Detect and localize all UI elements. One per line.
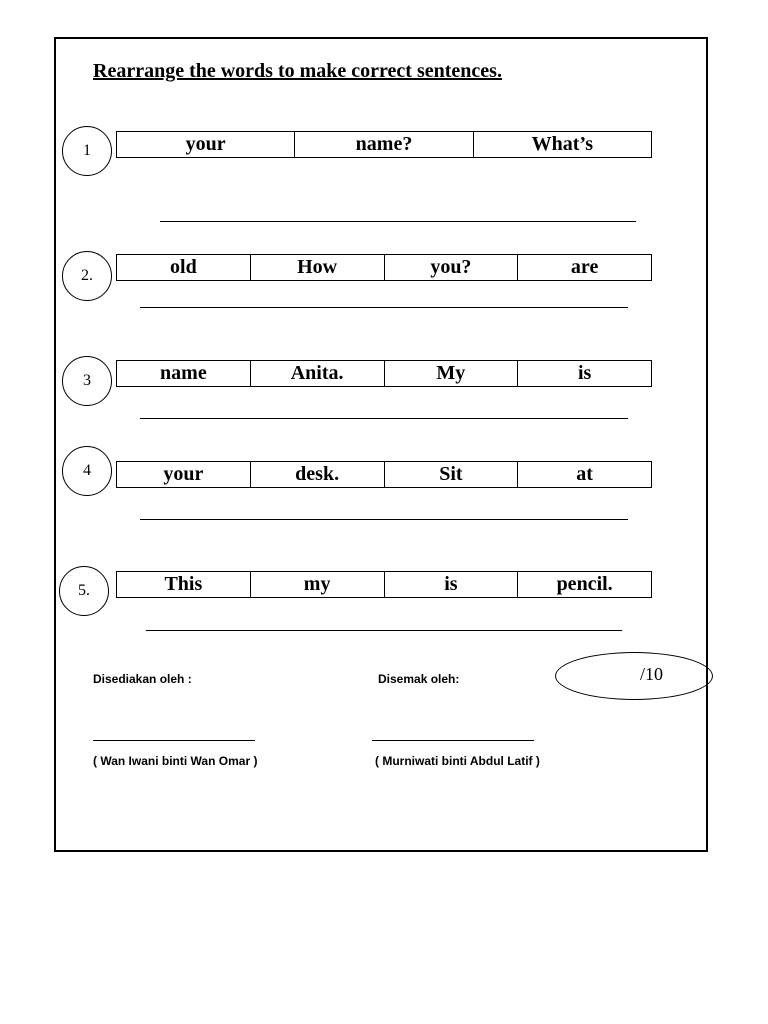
word-card[interactable]: your (185, 133, 226, 155)
score-total: /10 (640, 664, 664, 684)
word-card[interactable]: My (384, 361, 518, 386)
worksheet-border (54, 37, 708, 852)
checked-by-label: Disemak oleh: (378, 672, 460, 686)
word-card[interactable]: Sit (384, 462, 518, 487)
word-card[interactable]: my (250, 572, 384, 597)
word-card[interactable]: are (517, 255, 651, 280)
word-card[interactable]: What’s (473, 132, 651, 157)
word-card[interactable]: pencil. (517, 572, 651, 597)
answer-line-1[interactable] (160, 221, 636, 222)
word-row-1 (116, 131, 652, 158)
preparer-signature-line (93, 740, 255, 741)
word-card[interactable]: name (160, 362, 207, 384)
answer-line-4[interactable] (140, 519, 628, 520)
checker-name: ( Murniwati binti Abdul Latif ) (375, 754, 540, 768)
question-number-2: 2. (62, 251, 112, 301)
word-card[interactable]: at (517, 462, 651, 487)
prepared-by-label: Disediakan oleh : (93, 672, 192, 686)
worksheet-title: Rearrange the words to make correct sentences. (93, 60, 502, 82)
word-card[interactable]: your (163, 463, 204, 485)
preparer-name: ( Wan Iwani binti Wan Omar ) (93, 754, 258, 768)
word-card[interactable]: This (164, 573, 203, 595)
word-card[interactable]: is (384, 572, 518, 597)
score-oval (555, 652, 713, 700)
question-number-3: 3 (62, 356, 112, 406)
word-row-4 (116, 461, 652, 488)
word-row-5 (116, 571, 652, 598)
answer-line-2[interactable] (140, 307, 628, 308)
word-card[interactable]: name? (294, 132, 472, 157)
answer-line-5[interactable] (146, 630, 622, 631)
question-number-1: 1 (62, 126, 112, 176)
word-card[interactable]: How (250, 255, 384, 280)
question-number-4: 4 (62, 446, 112, 496)
word-card[interactable]: old (170, 256, 197, 278)
answer-line-3[interactable] (140, 418, 628, 419)
word-row-2 (116, 254, 652, 281)
checker-signature-line (372, 740, 534, 741)
question-number-5: 5. (59, 566, 109, 616)
word-card[interactable]: desk. (250, 462, 384, 487)
word-card[interactable]: Anita. (250, 361, 384, 386)
word-card[interactable]: you? (384, 255, 518, 280)
word-row-3 (116, 360, 652, 387)
word-card[interactable]: is (517, 361, 651, 386)
